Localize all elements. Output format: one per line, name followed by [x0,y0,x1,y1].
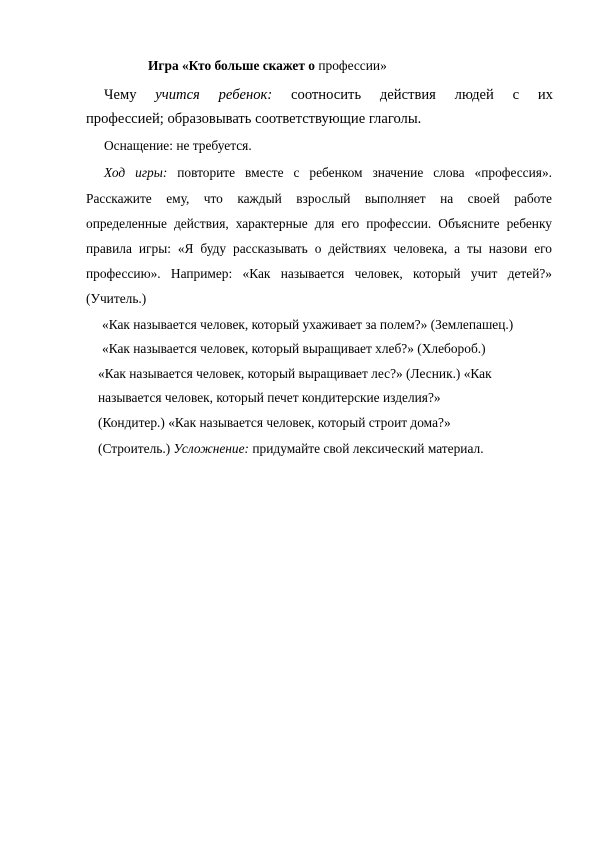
q6-end: придумайте свой лексический материал. [252,441,484,456]
course-line-2: Расскажите ему, что каждый взрослый выполняет на своей работе [86,191,552,206]
course-italic: Ход игры: [104,165,168,180]
equipment-text: Оснащение: не требуется. [104,138,252,153]
purpose-rest: соотносить действия людей с их [291,87,553,103]
course-line-1 [104,164,552,182]
question-4: называется человек, который печет кондитерские изделия?» [98,390,441,405]
course-line1-rest: повторите вместе с ребенком значение слова «профессия». [177,165,552,180]
document-title [148,57,387,75]
question-1: «Как называется человек, который ухаживает за полем?» (Землепашец.) [102,317,514,332]
purpose-lead: Чему [104,87,137,103]
question-2: «Как называется человек, который выращивает хлеб?» (Хлебороб.) [102,341,486,356]
course-line-5: профессию». Например: «Как называется человек, который учит детей?» [86,266,552,281]
title-rest: профессии» [318,58,387,73]
course-line-6: (Учитель.) [86,291,147,306]
course-line-4: правила игры: «Я буду рассказывать о действиях человека, а ты назови его [86,241,552,256]
title-bold-part: Игра «Кто больше скажет о [148,58,315,73]
course-line-3: определенные действия, характерные для его профессии. Объясните ребенку [86,216,552,231]
question-6 [98,440,484,458]
question-3: «Как называется человек, который выращивает лес?» (Лесник.) «Как [98,366,492,381]
purpose-line-1 [104,86,553,104]
q6-start: (Строитель.) [98,441,171,456]
q6-italic: Усложнение: [173,441,250,456]
purpose-line-2: профессией; образовывать соответствующие глаголы. [86,111,422,127]
question-5: (Кондитер.) «Как называется человек, который строит дома?» [98,415,451,430]
purpose-italic: учится ребенок: [155,87,273,103]
